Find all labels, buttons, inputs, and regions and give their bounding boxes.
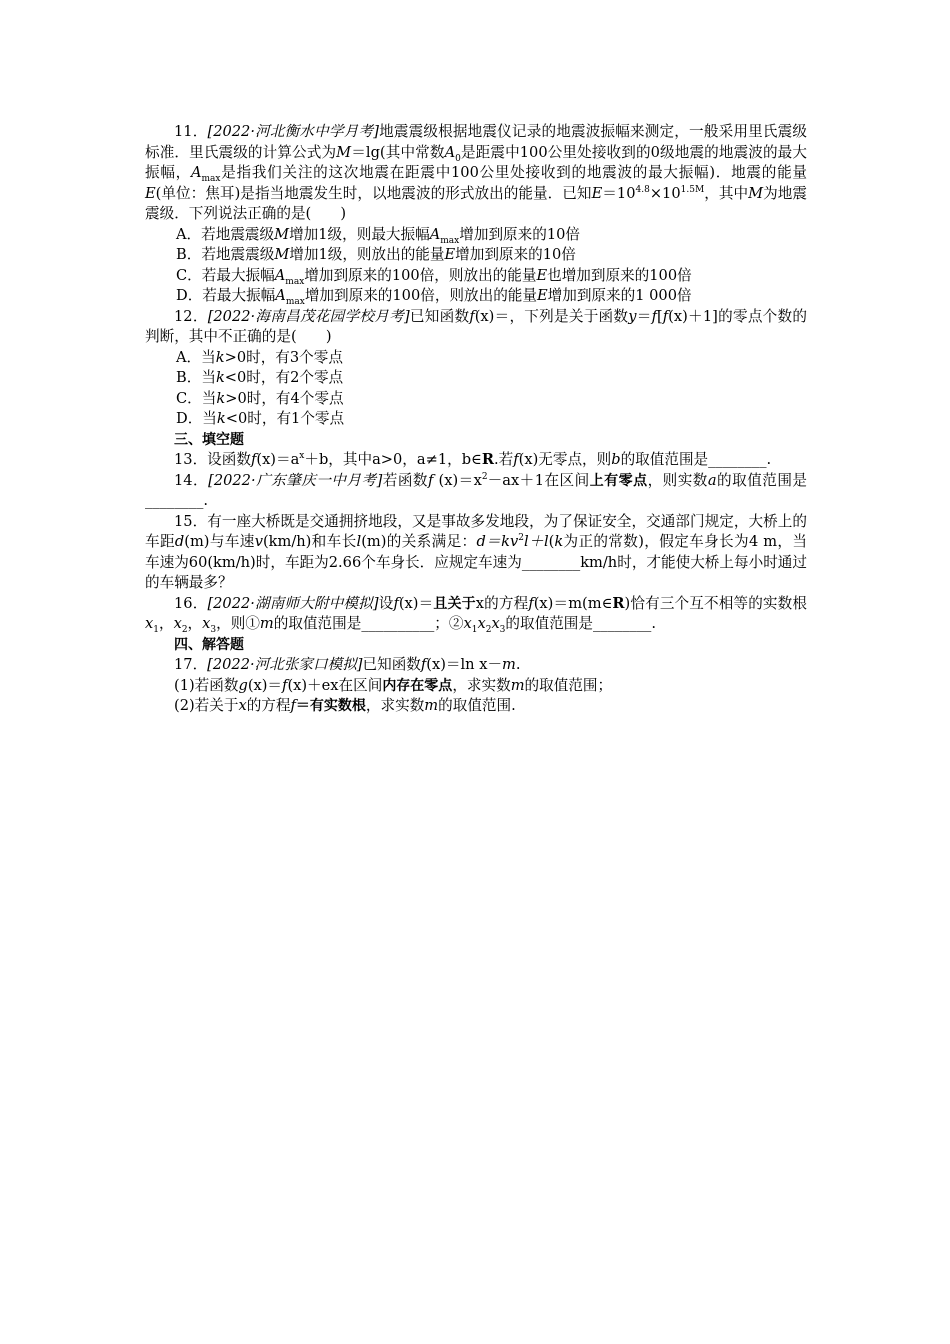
stem-text: 是指我们关注的这次地震在距震中100公里处接收到的地震波的最大振幅)．地震的能量 xyxy=(220,164,807,181)
option-text: 若最大振幅 xyxy=(201,266,275,284)
var: d xyxy=(174,533,185,550)
option-d xyxy=(145,286,807,307)
subscript: max xyxy=(440,235,460,246)
question-source: [2022·河北衡水中学月考] xyxy=(207,123,379,140)
var: x xyxy=(491,615,500,632)
option-label: B． xyxy=(176,369,202,386)
var: f xyxy=(290,697,296,714)
option-a xyxy=(145,348,807,369)
bold-text: ＝有实数根 xyxy=(295,698,366,714)
var: E xyxy=(444,246,456,263)
subscript: 2 xyxy=(485,624,492,635)
option-text: <0时，有1个零点 xyxy=(225,410,345,427)
subscript: 3 xyxy=(499,624,506,635)
stem-text: (x)＝m(m∈ xyxy=(533,594,613,612)
option-c xyxy=(145,266,807,287)
var: x xyxy=(145,615,154,632)
stem-text: (1)若函数 xyxy=(174,676,239,694)
option-label: C． xyxy=(176,389,202,407)
var: m xyxy=(510,676,525,694)
var: y xyxy=(628,307,637,325)
var: E xyxy=(591,184,603,202)
option-label: A． xyxy=(176,225,202,243)
stem-text: ( xyxy=(548,533,555,550)
stem-text: ， xyxy=(187,615,203,632)
question-source: [2022·海南昌茂花园学校月考] xyxy=(207,307,410,325)
stem-text: (x)＝a xyxy=(256,451,300,468)
var: M xyxy=(274,225,290,243)
var: E xyxy=(536,266,548,284)
question-number: 16． xyxy=(174,594,208,612)
option-b xyxy=(145,368,807,389)
stem-text: 的取值范围是__________；② xyxy=(273,615,464,632)
option-a xyxy=(145,225,807,246)
stem-text: ＝lg(其中常数 xyxy=(351,143,445,161)
var: M xyxy=(336,143,352,161)
stem-text: . xyxy=(515,656,521,673)
stem-text: [ xyxy=(657,307,663,325)
var: f xyxy=(662,307,669,325)
stem-text: (x)＝ xyxy=(247,676,283,694)
stem-text: 地震震级根据地震仪记录的地震波振幅来测定，一般采用里氏震级标准．里氏震级的计算公式为 xyxy=(145,123,807,161)
option-d xyxy=(145,409,807,430)
var: b xyxy=(611,451,621,468)
subscript: max xyxy=(285,276,305,287)
option-text: 增加到原来的10倍 xyxy=(459,225,580,243)
superscript: x xyxy=(299,451,305,462)
var: A xyxy=(190,164,202,181)
stem-text: (单位：焦耳)是指当地震发生时，以地震波的形式放出的能量．已知 xyxy=(155,184,592,202)
var: k xyxy=(554,533,564,550)
stem-text: －ax＋1在区间 xyxy=(487,471,590,489)
stem-text: x的方程 xyxy=(475,594,529,612)
option-text: 若地震震级 xyxy=(201,225,275,243)
option-text: 若地震震级 xyxy=(201,246,275,263)
stem-text: )恰有三个互不相等的实数根 xyxy=(624,594,807,612)
question-16 xyxy=(145,594,807,635)
var: f xyxy=(528,594,534,612)
option-text: 若最大振幅 xyxy=(202,287,276,304)
stem-text: 的取值范围是________. xyxy=(145,471,807,509)
question-source: [2022·广东肇庆一中月考] xyxy=(208,471,383,489)
stem-text: ＋b，其中a>0，a≠1，b∈ xyxy=(304,451,482,468)
option-text: 增加到原来的1 000倍 xyxy=(547,287,692,304)
var: f xyxy=(393,594,399,612)
var: f xyxy=(513,451,519,468)
stem-text: (km/h)和车长 xyxy=(262,533,357,550)
var: x xyxy=(238,697,247,714)
var: m xyxy=(424,697,439,714)
document-page xyxy=(145,122,807,717)
var: g xyxy=(238,676,248,694)
stem-text: 设 xyxy=(378,594,394,612)
question-11 xyxy=(145,122,807,225)
stem-text: 有一座大桥既是交通拥挤地段，又是事故多发地段，为了保证安全，交通部门规定，大桥上的车距 xyxy=(145,512,807,550)
real-set-symbol: R xyxy=(612,594,625,612)
option-text: 增加到原来的10倍 xyxy=(455,246,576,263)
var: E xyxy=(145,184,156,202)
question-15 xyxy=(145,512,807,594)
stem-text: 为地震震级．下列说法正确的是( ) xyxy=(145,184,807,222)
option-label: D． xyxy=(176,287,203,304)
question-12 xyxy=(145,307,807,348)
question-number: 12． xyxy=(174,307,208,325)
var: k xyxy=(216,389,226,407)
question-17-part-2 xyxy=(145,696,807,717)
option-text: 增加到原来的100倍，则放出的能量 xyxy=(304,287,537,304)
question-number: 11． xyxy=(174,123,208,140)
option-text: >0时，有3个零点 xyxy=(224,348,343,366)
var: f xyxy=(420,656,427,673)
option-text: >0时，有4个零点 xyxy=(225,389,344,407)
option-text: 也增加到原来的100倍 xyxy=(547,266,692,284)
bold-text: 上有零点 xyxy=(589,472,648,489)
stem-text: (x)＝ xyxy=(398,594,434,612)
stem-text: 的方程 xyxy=(246,697,291,714)
var: E xyxy=(536,287,548,304)
question-17 xyxy=(145,655,807,676)
var: A xyxy=(274,266,286,284)
var: k xyxy=(216,410,226,427)
var: x xyxy=(173,615,182,632)
stem-text: ，则① xyxy=(216,615,260,632)
section-heading: 四、解答题 xyxy=(174,636,244,653)
question-13 xyxy=(145,450,807,471)
superscript: 2 xyxy=(481,471,488,482)
var: M xyxy=(274,246,290,263)
var: M xyxy=(748,184,764,202)
formula: l＋l xyxy=(523,533,549,550)
question-number: 17． xyxy=(174,656,208,673)
var: m xyxy=(259,615,274,632)
var: A xyxy=(444,143,456,161)
subscript: 0 xyxy=(455,153,461,164)
question-source: [2022·河北张家口模拟] xyxy=(207,656,363,673)
option-label: C． xyxy=(176,266,202,284)
stem-text: ，则实数 xyxy=(647,471,708,489)
option-text: 增加到原来的100倍，则放出的能量 xyxy=(304,266,537,284)
option-text: 增加1级，则放出的能量 xyxy=(289,246,445,263)
option-text: 当 xyxy=(201,369,216,386)
option-label: A． xyxy=(176,348,202,366)
var: f xyxy=(469,307,475,325)
stem-text: (2)若关于 xyxy=(174,697,239,714)
question-source: [2022·湖南师大附中模拟] xyxy=(207,594,379,612)
question-17-part-1 xyxy=(145,676,807,697)
question-number: 14． xyxy=(174,471,209,489)
option-text: 当 xyxy=(202,410,217,427)
stem-text: 的取值范围是________. xyxy=(505,615,656,632)
var: f xyxy=(250,451,257,468)
stem-text: 的取值范围是________. xyxy=(620,451,772,468)
subscript: max xyxy=(201,173,221,184)
stem-text: (x)＋1]的零点个数的判断，其中不正确的是( ) xyxy=(145,307,807,345)
var: f xyxy=(428,471,434,489)
stem-text: ， xyxy=(158,615,174,632)
superscript: 2 xyxy=(518,533,524,544)
option-text: <0时，有2个零点 xyxy=(224,369,344,386)
option-c xyxy=(145,389,807,410)
stem-text: 是距震中100公里处接收到的0级地震的地震波的最大振幅， xyxy=(145,143,807,181)
stem-text: (x)＋ex在区间 xyxy=(287,676,383,694)
var: k xyxy=(215,348,225,366)
bold-text: 内存在零点 xyxy=(382,677,453,694)
stem-text: .若 xyxy=(494,451,514,468)
stem-text: (x)＝ln x－ xyxy=(426,656,503,673)
subscript: max xyxy=(285,296,305,307)
subscript: 2 xyxy=(181,624,188,635)
option-label: B． xyxy=(176,246,202,263)
stem-text: 的取值范围. xyxy=(438,697,516,714)
var: m xyxy=(502,656,516,673)
option-label: D． xyxy=(176,410,203,427)
option-b xyxy=(145,245,807,266)
stem-text: ，求实数 xyxy=(452,676,511,694)
subscript: 1 xyxy=(471,624,478,635)
var: v xyxy=(254,533,263,550)
bold-text: 且关于 xyxy=(433,595,476,612)
option-text: 增加1级，则最大振幅 xyxy=(289,225,430,243)
var: f xyxy=(282,676,288,694)
var: x xyxy=(477,615,486,632)
option-text: 当 xyxy=(201,389,217,407)
var: a xyxy=(707,471,717,489)
stem-text: (m)的关系满足： xyxy=(361,533,477,550)
var: A xyxy=(429,225,441,243)
stem-text: 设函数 xyxy=(207,451,251,468)
formula: d＝kv xyxy=(476,533,519,550)
stem-text: (x)无零点，则 xyxy=(518,451,612,468)
subscript: 3 xyxy=(210,624,217,635)
question-14 xyxy=(145,471,807,512)
var: f xyxy=(651,307,658,325)
stem-text: ，求实数 xyxy=(365,697,425,714)
question-number: 13． xyxy=(174,451,208,468)
stem-text: 若函数 xyxy=(382,471,428,489)
stem-text: ，其中 xyxy=(704,184,749,202)
section-heading: 三、填空题 xyxy=(174,431,244,448)
stem-text: ＝ xyxy=(636,307,652,325)
option-text: 当 xyxy=(201,348,216,366)
stem-text: 已知函数 xyxy=(362,656,421,673)
stem-text: 已知函数 xyxy=(409,307,470,325)
superscript: 1.5M xyxy=(680,184,705,195)
subscript: 1 xyxy=(153,624,159,635)
var: l xyxy=(356,533,362,550)
stem-text: (x)＝x xyxy=(433,471,482,489)
stem-text: (x)＝，下列是关于函数 xyxy=(474,307,629,325)
superscript: 4.8 xyxy=(635,184,650,195)
stem-text: 为正的常数)，假定车身长为4 m，当车速为60(km/h)时，车距为2.66个车身长．应规定车速为________km/h时，才能使大桥上每小时通过的车辆最多？ xyxy=(145,533,807,591)
real-set-symbol: R xyxy=(481,451,494,468)
var: A xyxy=(275,287,286,304)
stem-text: ＝10 xyxy=(602,184,636,202)
var: x xyxy=(463,615,472,632)
stem-text: (m)与车速 xyxy=(184,533,255,550)
stem-text: 的取值范围； xyxy=(524,676,613,694)
stem-text: ×10 xyxy=(649,184,681,202)
var: x xyxy=(202,615,211,632)
question-number: 15． xyxy=(174,512,208,530)
var: k xyxy=(215,369,225,386)
